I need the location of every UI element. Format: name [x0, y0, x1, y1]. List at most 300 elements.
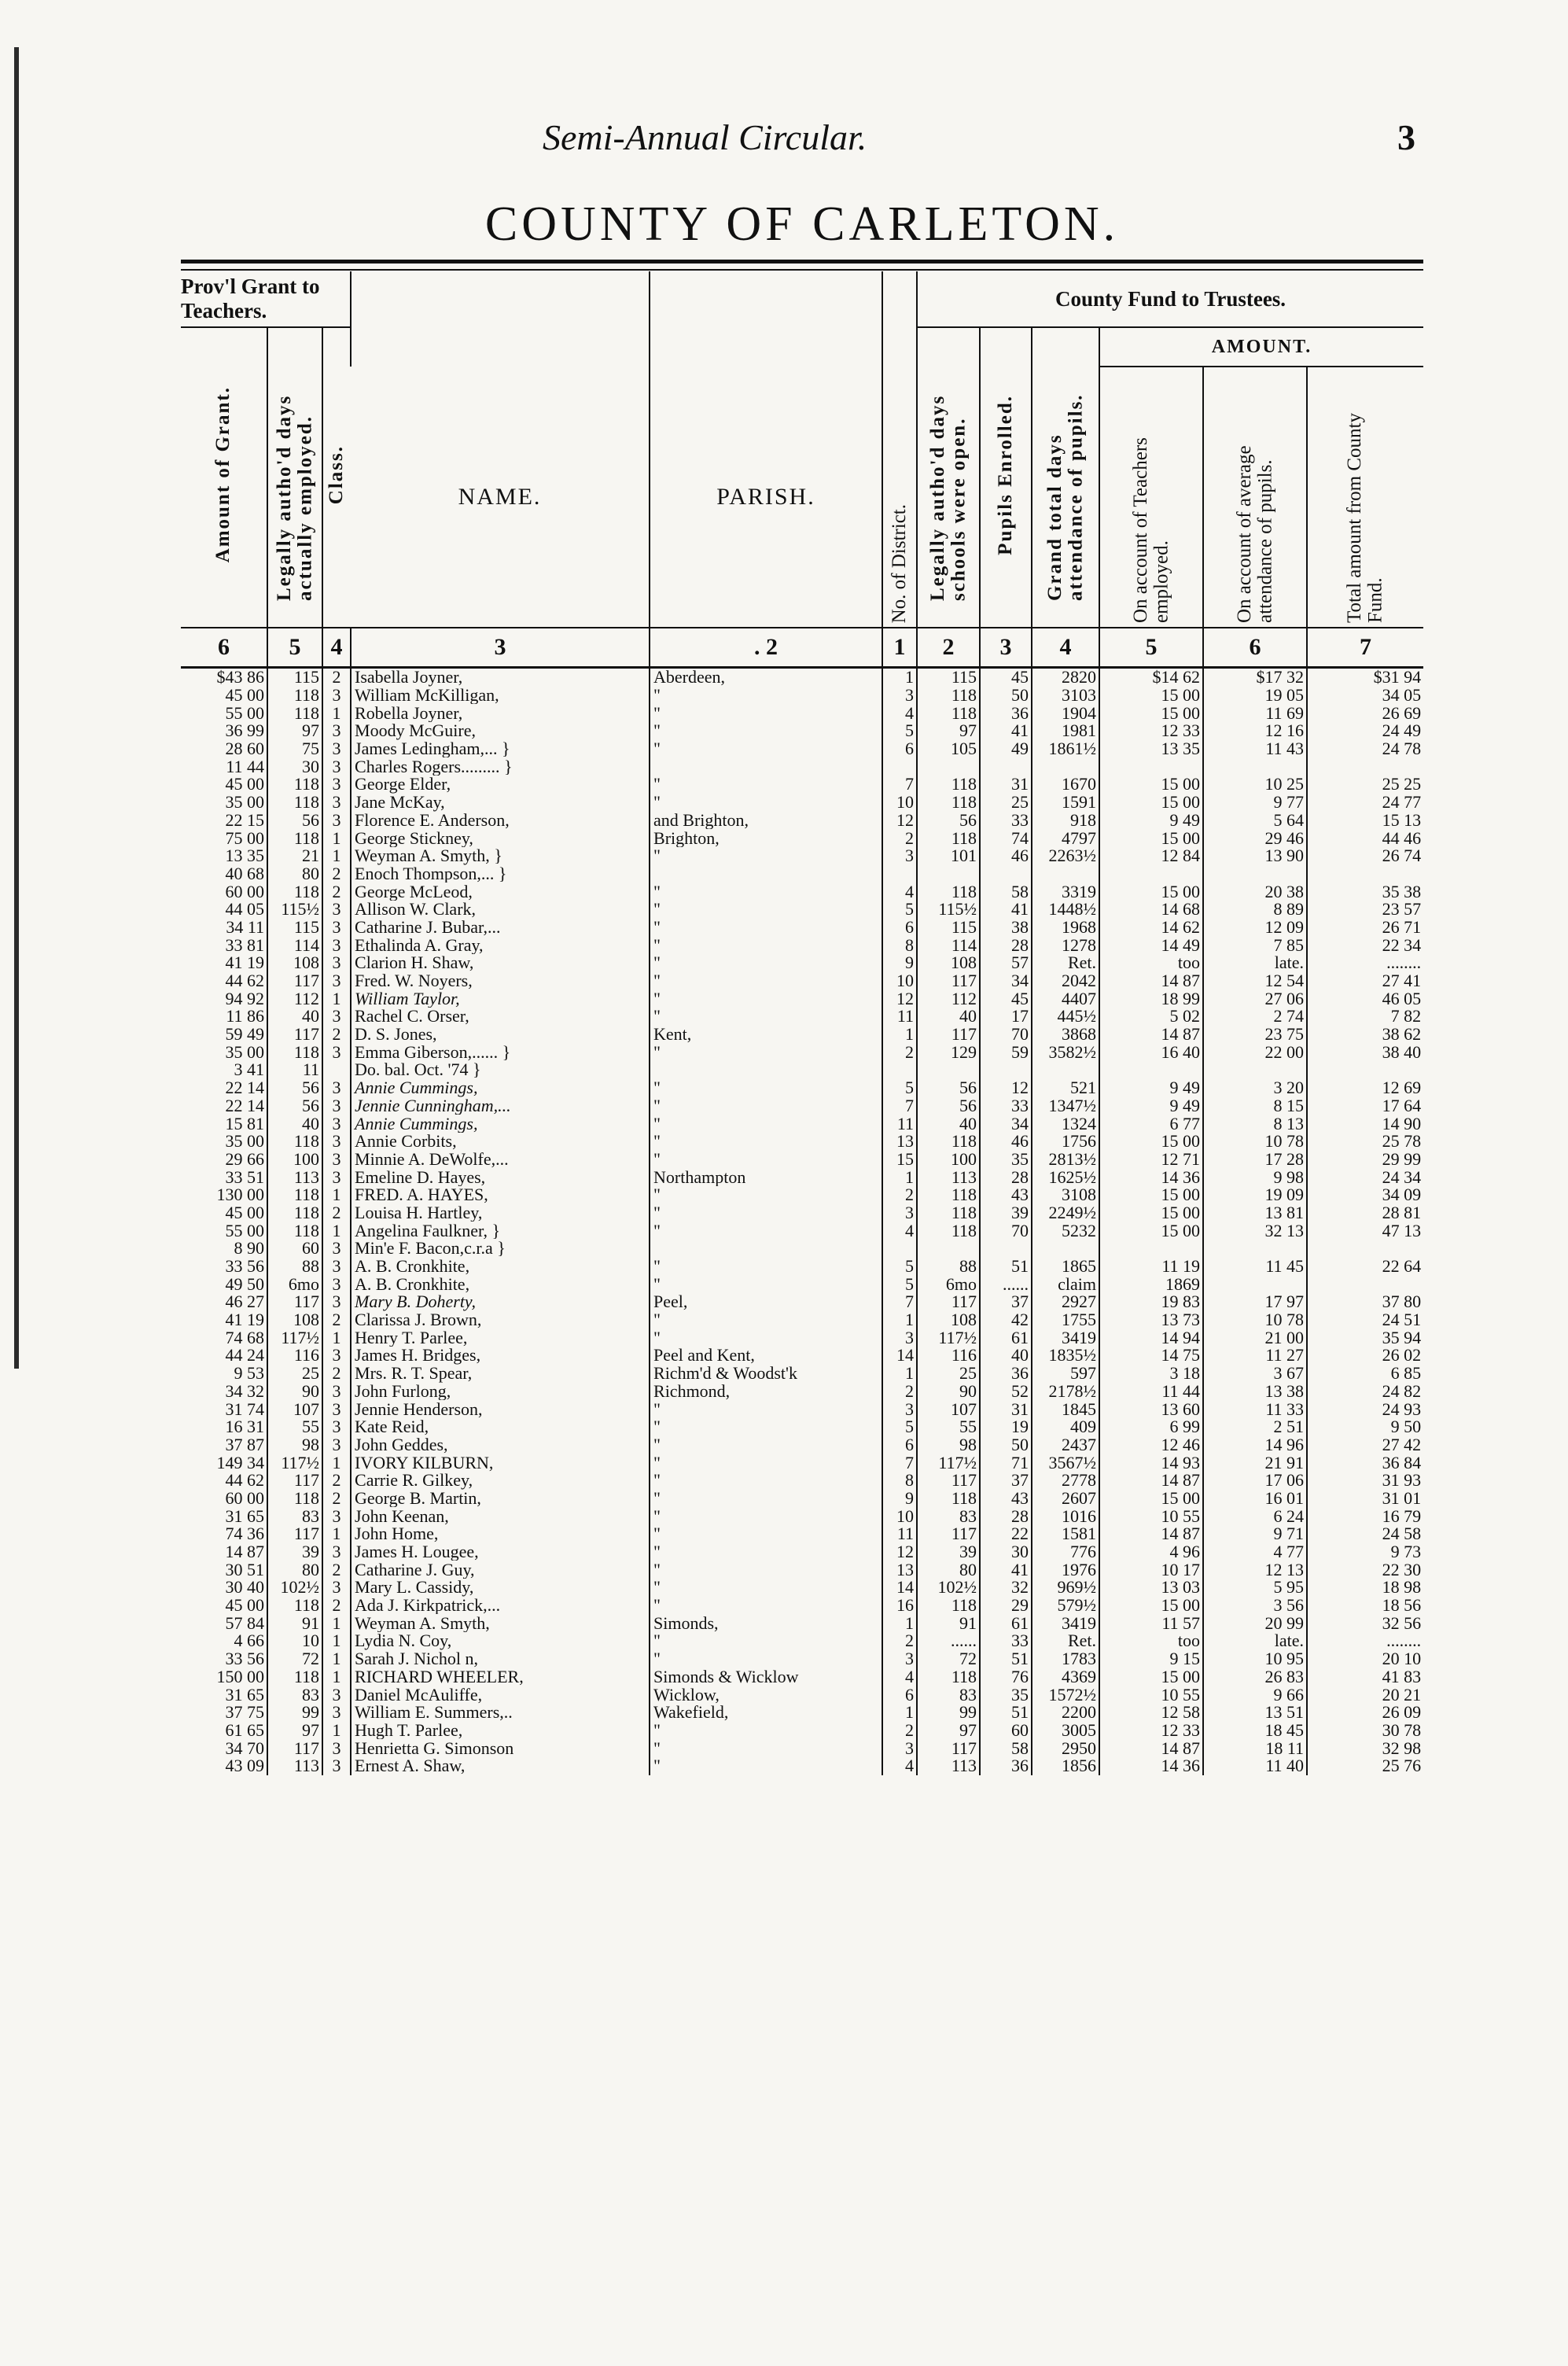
cell-sum: 29 99 [1307, 1151, 1423, 1169]
cell-pupils: 41 [980, 901, 1032, 919]
cell-att: 18 45 [1203, 1722, 1307, 1740]
col-number: 3 [980, 628, 1032, 668]
cell-parish: " [650, 1418, 882, 1436]
cell-total: 1835½ [1032, 1347, 1099, 1365]
cell-teach: 12 33 [1099, 722, 1203, 740]
cell-dist: 1 [882, 1168, 917, 1186]
cell-sum: 9 73 [1307, 1543, 1423, 1561]
cell-pupils: 61 [980, 1329, 1032, 1347]
cell-total: 3108 [1032, 1186, 1099, 1204]
table-row [181, 1436, 1423, 1454]
cell-name: Lydia N. Coy, [351, 1632, 650, 1650]
table-row [181, 1561, 1423, 1579]
cell-parish: " [650, 794, 882, 812]
cell-total: 2607 [1032, 1490, 1099, 1508]
cell-pupils: ...... [980, 1275, 1032, 1293]
cell-name: Hugh T. Parlee, [351, 1722, 650, 1740]
cell-grant: 22 14 [225, 1096, 264, 1115]
cell-name: Moody McGuire, [351, 722, 650, 740]
cell-name: Henrietta G. Simonson [351, 1739, 650, 1757]
cell-sum: 28 81 [1307, 1204, 1423, 1222]
table-row [181, 668, 1423, 687]
cell-open: 25 [917, 1365, 980, 1383]
table-row [181, 1722, 1423, 1740]
cell-open [917, 1061, 980, 1079]
cell-dist: 8 [882, 1472, 917, 1490]
cell-open: 117 [917, 1026, 980, 1044]
cell-dist: 2 [882, 1632, 917, 1650]
cell-open: 118 [917, 1597, 980, 1615]
cell-dist: 1 [882, 1365, 917, 1383]
table-row [181, 1204, 1423, 1222]
cell-teach: 13 60 [1099, 1400, 1203, 1418]
cell-teach: 4 96 [1099, 1543, 1203, 1561]
col-number: 1 [882, 628, 917, 668]
cell-sum: 22 64 [1307, 1258, 1423, 1276]
cell-cls: 1 [322, 847, 351, 865]
cell-days: 56 [267, 812, 322, 830]
cell-sum: 34 09 [1307, 1186, 1423, 1204]
table-row [181, 1686, 1423, 1704]
cell-cls: 3 [322, 1168, 351, 1186]
column-number-row [181, 628, 1423, 668]
cell-name: FRED. A. HAYES, [351, 1186, 650, 1204]
cell-days: 91 [267, 1614, 322, 1632]
cell-open: 117 [917, 1472, 980, 1490]
cell-name: William Taylor, [351, 990, 650, 1008]
cell-grant: 31 65 [225, 1507, 264, 1525]
cell-att: 21 00 [1203, 1329, 1307, 1347]
cell-grant: 35 00 [225, 1043, 264, 1062]
cell-total: 3103 [1032, 687, 1099, 705]
cell-total: 445½ [1032, 1008, 1099, 1026]
cell-teach: 14 36 [1099, 1168, 1203, 1186]
cell-parish: Kent, [650, 1026, 882, 1044]
cell-dist: 6 [882, 1436, 917, 1454]
cell-parish: " [650, 1008, 882, 1026]
cell-teach: 15 00 [1099, 704, 1203, 722]
cell-days: 115½ [267, 901, 322, 919]
cell-pupils: 70 [980, 1026, 1032, 1044]
cell-pupils: 46 [980, 1133, 1032, 1151]
cell-teach: 15 00 [1099, 1222, 1203, 1240]
cell-pupils: 31 [980, 1400, 1032, 1418]
cell-teach: 15 00 [1099, 1186, 1203, 1204]
cell-sum [1307, 1240, 1423, 1258]
cell-cls [322, 1061, 351, 1079]
cell-att [1203, 1275, 1307, 1293]
cell-cls: 3 [322, 812, 351, 830]
cell-cls: 2 [322, 1026, 351, 1044]
cell-parish: Wakefield, [650, 1704, 882, 1722]
col-number: 4 [322, 628, 351, 668]
cell-dist: 15 [882, 1151, 917, 1169]
cell-sum: 34 05 [1307, 687, 1423, 705]
cell-teach: 9 15 [1099, 1650, 1203, 1668]
cell-teach: 14 87 [1099, 1026, 1203, 1044]
cell-open: 115 [917, 668, 980, 687]
cell-name: William McKilligan, [351, 687, 650, 705]
cell-days: 75 [267, 740, 322, 758]
cell-parish: " [650, 1472, 882, 1490]
cell-cls: 3 [322, 1133, 351, 1151]
table-row [181, 1026, 1423, 1044]
cell-teach: 6 99 [1099, 1418, 1203, 1436]
school-returns-table [181, 271, 1423, 1775]
table-row [181, 1186, 1423, 1204]
cell-att: 9 66 [1203, 1686, 1307, 1704]
cell-total: 1845 [1032, 1400, 1099, 1418]
cell-parish: " [650, 883, 882, 901]
cell-pupils: 25 [980, 794, 1032, 812]
amount-group-header: AMOUNT. [1099, 327, 1423, 367]
cell-sum: 32 56 [1307, 1614, 1423, 1632]
table-row [181, 740, 1423, 758]
cell-att: 8 89 [1203, 901, 1307, 919]
cell-grant: 46 27 [225, 1293, 264, 1311]
cell-dist: 5 [882, 1258, 917, 1276]
cell-open: 80 [917, 1561, 980, 1579]
table-row [181, 990, 1423, 1008]
cell-att: 10 25 [1203, 776, 1307, 794]
cell-sum: 20 21 [1307, 1686, 1423, 1704]
cell-name: Emma Giberson,...... } [351, 1043, 650, 1061]
cell-pupils: 12 [980, 1079, 1032, 1097]
cell-cls: 2 [322, 1561, 351, 1579]
cell-pupils: 52 [980, 1383, 1032, 1401]
cell-att: 10 78 [1203, 1311, 1307, 1329]
cell-pupils: 42 [980, 1311, 1032, 1329]
cell-dist: 4 [882, 1222, 917, 1240]
cell-name: Mary L. Cassidy, [351, 1579, 650, 1597]
cell-name: Clarion H. Shaw, [351, 954, 650, 972]
cell-parish: " [650, 972, 882, 990]
cell-dist: 5 [882, 1079, 917, 1097]
cell-att: late. [1203, 954, 1307, 972]
cell-teach: too [1099, 954, 1203, 972]
cell-grant: 74 36 [225, 1525, 264, 1543]
cell-name: Angelina Faulkner, } [351, 1222, 650, 1240]
cell-teach: 12 84 [1099, 847, 1203, 865]
col-number: 3 [351, 628, 650, 668]
cell-days: 118 [267, 1668, 322, 1686]
cell-att: 18 11 [1203, 1739, 1307, 1757]
cell-name: Do. bal. Oct. '74 } [351, 1061, 650, 1079]
table-row [181, 1614, 1423, 1632]
cell-sum: 14 90 [1307, 1115, 1423, 1133]
table-row [181, 1061, 1423, 1079]
cell-name: Henry T. Parlee, [351, 1329, 650, 1347]
cell-att: 17 28 [1203, 1151, 1307, 1169]
cell-sum: 30 78 [1307, 1722, 1423, 1740]
cell-sum: 35 38 [1307, 883, 1423, 901]
cell-sum: 24 82 [1307, 1383, 1423, 1401]
cell-parish [650, 1061, 882, 1079]
cell-parish: Peel and Kent, [650, 1347, 882, 1365]
cell-total: 3582½ [1032, 1043, 1099, 1061]
cell-open: 6mo [917, 1275, 980, 1293]
cell-open: 97 [917, 1722, 980, 1740]
cell-teach: 14 36 [1099, 1757, 1203, 1775]
cell-dist: 6 [882, 1686, 917, 1704]
table-row [181, 812, 1423, 830]
col-number: 6 [1203, 628, 1307, 668]
cell-cls: 3 [322, 901, 351, 919]
cell-cls: 1 [322, 1668, 351, 1686]
cell-pupils [980, 865, 1032, 883]
cell-total: 597 [1032, 1365, 1099, 1383]
cell-days: 118 [267, 687, 322, 705]
cell-open: 55 [917, 1418, 980, 1436]
cell-dist: 11 [882, 1008, 917, 1026]
cell-teach: 15 00 [1099, 883, 1203, 901]
cell-teach: 15 00 [1099, 1133, 1203, 1151]
cell-grant: 34 32 [225, 1382, 264, 1401]
cell-grant: $43 86 [216, 667, 264, 687]
cell-pupils: 28 [980, 936, 1032, 954]
table-row [181, 1400, 1423, 1418]
cell-att: 11 43 [1203, 740, 1307, 758]
cell-total: 1755 [1032, 1311, 1099, 1329]
cell-att [1203, 865, 1307, 883]
cell-open: 118 [917, 704, 980, 722]
cell-parish: " [650, 1151, 882, 1169]
grant-amount-header: Amount of Grant. [212, 386, 234, 563]
cell-parish: " [650, 722, 882, 740]
cell-name: Jane McKay, [351, 794, 650, 812]
cell-grant: 61 65 [225, 1721, 264, 1740]
cell-open: 117 [917, 1739, 980, 1757]
cell-name: Louisa H. Hartley, [351, 1204, 650, 1222]
cell-grant: 44 62 [225, 971, 264, 990]
cell-parish: " [650, 687, 882, 705]
cell-pupils: 28 [980, 1168, 1032, 1186]
cell-grant: 57 84 [225, 1614, 264, 1633]
cell-name: Kate Reid, [351, 1418, 650, 1436]
cell-dist: 10 [882, 1507, 917, 1525]
cell-teach: 13 35 [1099, 740, 1203, 758]
cell-cls: 3 [322, 1275, 351, 1293]
cell-dist: 3 [882, 1400, 917, 1418]
cell-total: 776 [1032, 1543, 1099, 1561]
parish-header: PARISH. [650, 367, 882, 628]
cell-days: 30 [267, 757, 322, 776]
cell-dist: 1 [882, 668, 917, 687]
cell-grant: 40 68 [225, 864, 264, 883]
cell-days: 108 [267, 954, 322, 972]
cell-days: 118 [267, 1490, 322, 1508]
table-row [181, 1222, 1423, 1240]
cell-sum: 18 56 [1307, 1597, 1423, 1615]
cell-grant: 94 92 [225, 990, 264, 1008]
cell-open: 56 [917, 812, 980, 830]
cell-sum: 41 83 [1307, 1668, 1423, 1686]
cell-grant: 35 00 [225, 1132, 264, 1151]
cell-dist: 4 [882, 1757, 917, 1775]
cell-days: 117 [267, 1739, 322, 1757]
pupils-enrolled-header: Pupils Enrolled. [980, 327, 1032, 628]
cell-name: Sarah J. Nichol n, [351, 1650, 650, 1668]
cell-pupils: 30 [980, 1543, 1032, 1561]
cell-cls: 3 [322, 1008, 351, 1026]
cell-sum: 18 98 [1307, 1579, 1423, 1597]
cell-cls: 3 [322, 1115, 351, 1133]
cell-att: 20 99 [1203, 1614, 1307, 1632]
cell-sum: 24 93 [1307, 1400, 1423, 1418]
cell-days: 98 [267, 1436, 322, 1454]
cell-cls: 1 [322, 1222, 351, 1240]
cell-days: 117 [267, 972, 322, 990]
table-row [181, 1329, 1423, 1347]
cell-days: 117 [267, 1293, 322, 1311]
table-row [181, 1079, 1423, 1097]
cell-name: Isabella Joyner, [351, 668, 650, 687]
cell-sum: 24 58 [1307, 1525, 1423, 1543]
cell-open: 108 [917, 954, 980, 972]
cell-att: 3 67 [1203, 1365, 1307, 1383]
cell-att: 10 78 [1203, 1133, 1307, 1151]
cell-teach: 12 71 [1099, 1151, 1203, 1169]
cell-sum: 23 57 [1307, 901, 1423, 919]
table-row [181, 1008, 1423, 1026]
cell-att: 23 75 [1203, 1026, 1307, 1044]
cell-pupils: 34 [980, 1115, 1032, 1133]
cell-open: 83 [917, 1507, 980, 1525]
cell-cls: 2 [322, 1204, 351, 1222]
table-row [181, 1258, 1423, 1276]
cell-teach: 15 00 [1099, 1490, 1203, 1508]
days-employed-header: Legally autho'd days actually employed. [267, 327, 322, 628]
cell-name: Annie Cummings, [351, 1115, 650, 1133]
cell-teach: 15 00 [1099, 1597, 1203, 1615]
table-row [181, 1275, 1423, 1293]
cell-parish: " [650, 1490, 882, 1508]
cell-open: 118 [917, 687, 980, 705]
cell-name: Ethalinda A. Gray, [351, 936, 650, 954]
cell-open: 118 [917, 794, 980, 812]
cell-name: James H. Bridges, [351, 1347, 650, 1365]
cell-total: 1865 [1032, 1258, 1099, 1276]
cell-open: 40 [917, 1115, 980, 1133]
cell-att: 20 38 [1203, 883, 1307, 901]
cell-sum: 24 77 [1307, 794, 1423, 812]
cell-name: Minnie A. DeWolfe,... [351, 1151, 650, 1169]
grand-total-days-header: Grand total days attendance of pupils. [1032, 327, 1099, 628]
cell-parish: " [650, 1722, 882, 1740]
cell-pupils: 60 [980, 1722, 1032, 1740]
cell-grant: 44 62 [225, 1471, 264, 1490]
cell-att [1203, 1061, 1307, 1079]
cell-total: 1347½ [1032, 1097, 1099, 1115]
cell-cls: 3 [322, 972, 351, 990]
cell-sum: 47 13 [1307, 1222, 1423, 1240]
cell-dist: 7 [882, 776, 917, 794]
cell-days: 118 [267, 1133, 322, 1151]
cell-name: Robella Joyner, [351, 704, 650, 722]
cell-att: 13 51 [1203, 1704, 1307, 1722]
cell-total: 2820 [1032, 668, 1099, 687]
cell-teach: 10 17 [1099, 1561, 1203, 1579]
cell-total: 4797 [1032, 829, 1099, 847]
cell-dist: 14 [882, 1579, 917, 1597]
cell-pupils: 58 [980, 1739, 1032, 1757]
cell-cls: 3 [322, 1739, 351, 1757]
cell-open: 56 [917, 1079, 980, 1097]
cell-dist: 4 [882, 1668, 917, 1686]
col-number: 6 [181, 628, 267, 668]
cell-teach: $14 62 [1099, 668, 1203, 687]
table-row [181, 794, 1423, 812]
cell-teach [1099, 1061, 1203, 1079]
cell-days: 40 [267, 1008, 322, 1026]
cell-open: 101 [917, 847, 980, 865]
cell-teach: 14 68 [1099, 901, 1203, 919]
cell-days: 21 [267, 847, 322, 865]
cell-pupils: 22 [980, 1525, 1032, 1543]
cell-att: 26 83 [1203, 1668, 1307, 1686]
cell-parish: " [650, 1079, 882, 1097]
cell-days: 60 [267, 1240, 322, 1258]
cell-grant: 30 51 [225, 1561, 264, 1579]
cell-sum: 9 50 [1307, 1418, 1423, 1436]
cell-cls: 3 [322, 687, 351, 705]
cell-sum: 24 78 [1307, 740, 1423, 758]
page-number: 3 [1397, 117, 1415, 157]
cell-name: Weyman A. Smyth, [351, 1614, 650, 1632]
cell-dist: 1 [882, 1026, 917, 1044]
page-header [189, 116, 1415, 171]
cell-name: Carrie R. Gilkey, [351, 1472, 650, 1490]
cell-att: 8 13 [1203, 1115, 1307, 1133]
cell-grant: 41 19 [225, 954, 264, 972]
cell-open: 117 [917, 972, 980, 990]
table-row [181, 757, 1423, 776]
cell-dist: 3 [882, 687, 917, 705]
cell-parish: " [650, 1115, 882, 1133]
cell-days: 102½ [267, 1579, 322, 1597]
cell-days: 80 [267, 865, 322, 883]
cell-days: 39 [267, 1543, 322, 1561]
cell-att: 8 15 [1203, 1097, 1307, 1115]
table-row [181, 972, 1423, 990]
cell-pupils: 36 [980, 1757, 1032, 1775]
cell-dist: 2 [882, 829, 917, 847]
cell-days: 118 [267, 1222, 322, 1240]
cell-att: 11 69 [1203, 704, 1307, 722]
cell-pupils: 36 [980, 704, 1032, 722]
cell-att: 5 95 [1203, 1579, 1307, 1597]
cell-total: 3868 [1032, 1026, 1099, 1044]
cell-parish: Wicklow, [650, 1686, 882, 1704]
cell-grant: 8 90 [234, 1240, 264, 1258]
table-row [181, 1097, 1423, 1115]
cell-pupils: 59 [980, 1043, 1032, 1061]
cell-att: 13 38 [1203, 1383, 1307, 1401]
cell-parish: " [650, 1186, 882, 1204]
cell-grant: 33 51 [225, 1168, 264, 1186]
cell-open: 39 [917, 1543, 980, 1561]
county-fund-group-header: County Fund to Trustees. [917, 271, 1423, 327]
cell-cls: 1 [322, 1650, 351, 1668]
cell-att: 11 33 [1203, 1400, 1307, 1418]
cell-open: 118 [917, 1490, 980, 1508]
cell-days: 118 [267, 794, 322, 812]
cell-dist: 12 [882, 1543, 917, 1561]
cell-cls: 3 [322, 722, 351, 740]
cell-total [1032, 757, 1099, 776]
cell-days: 118 [267, 1043, 322, 1061]
cell-sum: 26 09 [1307, 1704, 1423, 1722]
